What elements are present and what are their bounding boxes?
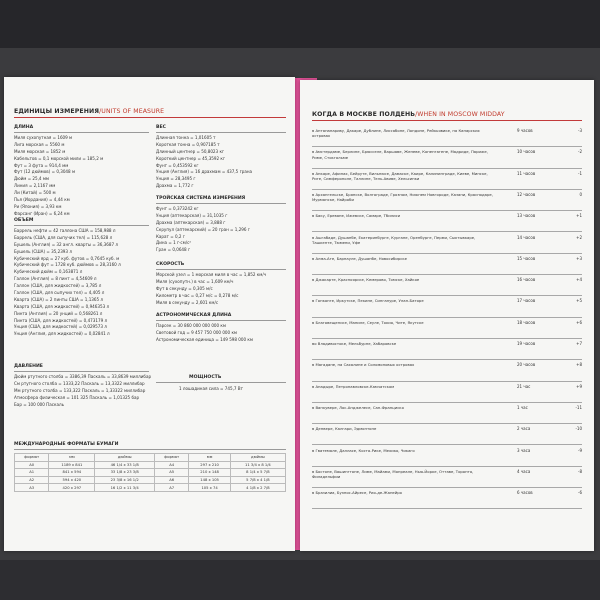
speed-list — [156, 272, 266, 306]
zone-time: 4 часа — [517, 468, 531, 474]
zone-offset: -8 — [578, 468, 582, 474]
paper-cell: 210 x 148 — [189, 469, 230, 477]
title-rule — [312, 120, 582, 121]
zone-divider — [312, 466, 582, 467]
speed-rule — [156, 269, 286, 270]
zone-cities: в Ванкувере, Лос-Анджелесе, Сан-Франциско — [312, 404, 404, 410]
zone-divider — [312, 402, 582, 403]
units-title-en: /UNITS OF MEASURE — [99, 108, 165, 115]
zone-divider — [312, 317, 582, 318]
paper-cell: 105 x 74 — [189, 484, 230, 492]
zone-divider — [312, 381, 582, 382]
zone-cities: в Баку, Ереване, Ижевске, Самаре, Тбилиси — [312, 213, 401, 219]
volume-line: Баррель (США, для сыпучих тел) = 115,628 л — [14, 234, 113, 240]
paper-cell: 1189 x 841 — [49, 461, 95, 469]
volume-line: Кубический фут = 1728 куб. дюймов = 28,3160 л — [14, 262, 121, 268]
astro-line: Астрономическая единица = 149 598 000 км — [156, 336, 253, 342]
paper-header-cell: формат — [15, 454, 49, 462]
list-item — [312, 256, 582, 277]
left-page-title — [14, 108, 164, 115]
zone-offset: +3 — [576, 255, 582, 261]
zone-offset: -6 — [578, 490, 582, 496]
zone-time: 14 часов — [517, 234, 536, 240]
background-top — [0, 0, 600, 48]
speed-line: Миля (сухопутн.) в час = 1,609 км/ч — [156, 278, 234, 284]
zone-time: 11 часов — [517, 170, 536, 176]
list-item — [312, 277, 582, 298]
zone-offset: 0 — [579, 191, 582, 197]
zone-offset: +7 — [576, 341, 582, 346]
zone-divider — [312, 508, 582, 509]
paper-cell: 594 x 420 — [49, 476, 95, 484]
list-item — [312, 384, 582, 405]
paper-cell: A1 — [15, 469, 49, 477]
zone-offset: +8 — [576, 362, 582, 368]
zone-cities: в Гонконге, Иркутске, Пекине, Сингапуре, Улан-Баторе — [312, 298, 424, 304]
zone-time: 16 часов — [517, 277, 536, 283]
zone-time: 9 часов — [517, 128, 533, 133]
list-item — [312, 235, 582, 256]
midday-title-en: /WHEN IN MOSCOW MIDDAY — [415, 111, 505, 118]
paper-cell: 297 x 210 — [189, 461, 230, 469]
pressure-line: См ртутного столба = 1333,22 Паскаль = 13,3322 миллибар — [14, 380, 145, 386]
paper-cell: A2 — [15, 476, 49, 484]
list-item — [312, 469, 582, 490]
length-rule — [14, 132, 149, 133]
zone-offset: +1 — [576, 213, 582, 219]
volume-line: Бушель (США) = 35,2393 л — [14, 248, 72, 254]
power-heading: МОЩНОСТЬ — [189, 375, 222, 380]
zone-divider — [312, 210, 582, 211]
list-item — [312, 426, 582, 447]
pressure-rule — [14, 371, 149, 372]
paper-formats-table — [14, 453, 286, 492]
length-line: Миля морская = 1852 м — [14, 148, 66, 154]
zone-cities: в Ашгабаде, Душанбе, Екатеринбурге, Кургане, Оренбурге, Перми, Сыктывкаре, Ташкенте, Тюмени, Уфе — [312, 234, 476, 245]
volume-line: Баррель нефти = 42 галлона США = 158,988 л — [14, 228, 116, 233]
list-item — [312, 362, 582, 383]
volume-rule — [14, 225, 149, 226]
table-row — [15, 469, 286, 477]
length-line: Лига морская = 5560 м — [14, 141, 65, 147]
zone-divider — [312, 253, 582, 254]
troy-rule — [156, 203, 286, 204]
paper-rule — [14, 449, 286, 450]
astro-line: Парсек = 30 860 000 000 000 км — [156, 323, 226, 328]
volume-line: Унция (Англия, для жидкостей) = 0,02841 л — [14, 331, 110, 337]
zone-offset: +9 — [576, 383, 582, 389]
zone-time: 3 часа — [517, 447, 531, 453]
list-item — [312, 405, 582, 426]
paper-cell: 11 3/4 x 8 1/4 — [230, 461, 285, 469]
zone-offset: -9 — [578, 447, 582, 453]
zone-time: 2 часа — [517, 426, 531, 432]
troy-line: Скрупул (аптекарский) = 20 гран = 1,296 г — [156, 226, 250, 232]
paper-cell: A7 — [154, 484, 188, 492]
zone-cities: в Архангельске, Брянске, Волгограде, Грозном, Нижнем Новгороде, Казани, Краснодаре, Мурманске, Найроби — [312, 191, 493, 203]
weight-rule — [156, 132, 286, 133]
zone-time: 1 час — [517, 404, 528, 410]
paper-cell: 148 x 105 — [189, 476, 230, 484]
paper-cell: 33 1/8 x 23 3/8 — [95, 469, 155, 477]
volume-line: Галлон (Англия) = 8 пинт = 4,54609 л — [14, 276, 97, 282]
speed-heading: СКОРОСТЬ — [156, 262, 185, 267]
length-line: Ри (Япония) = 3,93 км — [14, 203, 62, 209]
zone-cities: в Денвере, Калгари, Эдмонтоне — [312, 426, 377, 432]
zone-divider — [312, 274, 582, 275]
list-item — [312, 490, 582, 511]
pressure-line: Дюйм ртутного столба = 3386,39 Паскаль = 33,8639 миллибар — [14, 374, 152, 379]
right-page-title — [312, 111, 505, 118]
zone-cities: в Магадане, на Сахалине и Соломоновых островах — [312, 362, 415, 368]
zone-divider — [312, 146, 582, 147]
zone-offset: -10 — [575, 426, 582, 432]
list-item — [312, 213, 582, 234]
paper-header-cell: мм — [49, 454, 95, 462]
pressure-line: Бар = 100 000 Паскаль — [14, 401, 65, 407]
weight-line: Унция = 28,3495 г — [156, 176, 196, 182]
volume-line: Кубический дюйм = 0,163871 л — [14, 269, 83, 275]
midday-title: КОГДА В МОСКВЕ ПОЛДЕНЬ — [312, 111, 416, 118]
table-row — [15, 484, 286, 492]
zone-time: 6 часов — [517, 490, 533, 496]
zone-cities: в Бразилиа, Буэнос-Айресе, Рио-де-Жанейро — [312, 490, 402, 496]
zone-time: 18 часов — [517, 319, 536, 325]
zone-time: 10 часов — [517, 149, 536, 155]
paper-cell: 841 x 594 — [49, 469, 95, 477]
power-rule — [156, 382, 286, 383]
speed-line: Миля в секунду = 2,601 км/с — [156, 299, 219, 305]
paper-cell: 46 1/4 x 33 1/8 — [95, 461, 155, 469]
length-line: Дюйм = 25,4 мм — [14, 176, 50, 182]
troy-heading: ТРОЙСКАЯ СИСТЕМА ИЗМЕРЕНИЯ — [156, 196, 246, 201]
zone-divider — [312, 231, 582, 232]
list-item — [312, 448, 582, 469]
table-row — [15, 461, 286, 469]
troy-line: Драхма (аптекарская) = 3,888 г — [156, 219, 226, 225]
zone-cities: в Антананариву, Дакаре, Дублине, Лиссабоне, Лондоне, Рейкьявике, на Канарских островах — [312, 128, 480, 139]
zone-divider — [312, 168, 582, 169]
weight-line: Драхма = 1,772 г — [156, 183, 194, 189]
zone-offset: -11 — [575, 404, 582, 410]
zone-offset: +2 — [576, 234, 582, 240]
length-line: Фарсанг (Иран) = 6,24 км — [14, 210, 70, 216]
zone-offset: -3 — [578, 128, 582, 133]
paper-cell: 16 1/2 x 11 3/4 — [95, 484, 155, 492]
paper-cell: A0 — [15, 461, 49, 469]
table-row — [15, 476, 286, 484]
length-line: Ли (Китай) = 500 м — [14, 190, 56, 196]
astro-heading: АСТРОНОМИЧЕСКАЯ ДЛИНА — [156, 313, 232, 318]
paper-cell: A4 — [154, 461, 188, 469]
pressure-list — [14, 374, 151, 408]
list-item — [312, 298, 582, 319]
zone-cities: в Гватемале, Далласе, Коста-Рике, Мехико, Чикаго — [312, 447, 415, 453]
power-line: 1 лошадиная сила = 745,7 Вт — [179, 386, 244, 391]
length-list — [14, 135, 103, 218]
pressure-line: Атмосфера физическая = 101 325 Паскаль = 1,01325 бар — [14, 394, 140, 400]
paper-cell: 23 3/8 x 16 1/2 — [95, 476, 155, 484]
length-line: Линия = 2,1167 мм — [14, 183, 56, 189]
list-item — [312, 320, 582, 341]
paper-cell: A5 — [154, 469, 188, 477]
weight-line: Длинный центнер = 50,8023 кг — [156, 148, 225, 154]
length-heading: ДЛИНА — [14, 125, 34, 130]
paper-header-cell: дюймы — [95, 454, 155, 462]
zone-divider — [312, 444, 582, 445]
length-line: Фут (12 дюймов) = 0,3048 м — [14, 169, 76, 175]
zone-divider — [312, 295, 582, 296]
zone-time: 15 часов — [517, 255, 536, 261]
volume-list — [14, 228, 121, 338]
speed-line: Фут в секунду = 0,305 м/с — [156, 285, 213, 291]
paper-cell: A3 — [15, 484, 49, 492]
troy-list — [156, 206, 250, 254]
volume-line: Пинта (США, для жидкостей) = 0,473179 л — [14, 317, 108, 323]
troy-line: Унция (аптекарская) = 31,1035 г — [156, 212, 228, 218]
zone-cities: в Анадыре, Петропавловске-Камчатском — [312, 383, 395, 389]
zone-time: 17 часов — [517, 298, 536, 304]
zone-divider — [312, 338, 582, 339]
weight-line: Унция (Англия) = 16 драхмам = 437,5 грана — [156, 169, 253, 175]
speed-line: Морской узел = 1 морская миля в час = 1,852 км/ч — [156, 272, 267, 277]
zone-cities: в Алма-Ате, Барнауле, Душанбе, Новосибирске — [312, 255, 407, 261]
paper-cell: 5 7/8 x 4 1/8 — [230, 476, 285, 484]
title-rule — [14, 117, 286, 118]
paper-cell: 4 1/8 x 2 7/8 — [230, 484, 285, 492]
volume-heading: ОБЪЕМ — [14, 218, 34, 223]
weight-line: Короткий центнер = 45,3592 кг — [156, 155, 226, 161]
volume-line: Унция (США, для жидкостей) = 0,029573 л — [14, 324, 107, 330]
paper-header-cell: дюймы — [230, 454, 285, 462]
background-bottom — [0, 560, 600, 600]
list-item — [312, 149, 582, 170]
zone-time: 12 часов — [517, 191, 536, 197]
troy-line: Гран = 0,0648 г — [156, 247, 191, 253]
pressure-heading: ДАВЛЕНИЕ — [14, 364, 43, 369]
volume-line: Пинта (Англия) = 20 унций = 0,568261 л — [14, 310, 103, 316]
zone-offset: +6 — [576, 319, 582, 325]
zone-divider — [312, 487, 582, 488]
zone-cities: в Джакарте, Красноярске, Кемерово, Томске, Хайкое — [312, 277, 420, 283]
list-item — [312, 192, 582, 213]
zone-cities: во Владивостоке, Мельбурне, Хабаровске — [312, 341, 397, 346]
volume-line: Галлон (США, для сыпучих тел) = 4,405 л — [14, 290, 105, 296]
astro-list — [156, 323, 253, 344]
zone-cities: в Амстердаме, Берлине, Брюсселе, Варшаве, Женеве, Копенгагене, Мадриде, Париже, Риме, Стокгольме — [312, 149, 488, 160]
paper-header-cell: мм — [189, 454, 230, 462]
paper-cell: A6 — [154, 476, 188, 484]
zone-time: 13 часов — [517, 213, 536, 219]
paper-cell: 420 x 297 — [49, 484, 95, 492]
paper-heading: МЕЖДУНАРОДНЫЕ ФОРМАТЫ БУМАГИ — [14, 442, 119, 447]
zone-offset: +4 — [576, 277, 582, 283]
volume-line: Кубический ярд = 27 куб. футов = 0,7645 куб. м — [14, 255, 120, 261]
troy-line: Фунт = 0,373242 кг — [156, 206, 199, 211]
zone-cities: в Благовещенске, Маниле, Сеуле, Токио, Чите, Якутске — [312, 319, 424, 325]
paper-cell: 8 1/4 x 5 7/8 — [230, 469, 285, 477]
troy-line: Карат = 0,2 г — [156, 233, 185, 239]
zone-time: 21 час — [517, 383, 531, 389]
astro-rule — [156, 320, 286, 321]
volume-line: Кварта (США, для жидкостей) = 0,946353 л — [14, 303, 110, 309]
volume-line: Кварта (США) = 2 пинты США = 1,1365 л — [14, 296, 104, 302]
length-line: Кабельтов = 0,1 морской мили = 185,2 м — [14, 155, 104, 161]
units-title: ЕДИНИЦЫ ИЗМЕРЕНИЯ — [14, 108, 100, 115]
left-page — [4, 77, 295, 551]
weight-list — [156, 135, 252, 190]
paper-header-cell: формат — [154, 454, 188, 462]
power-list — [179, 386, 243, 393]
zone-divider — [312, 423, 582, 424]
weight-line: Короткая тонна = 0,907185 т — [156, 141, 220, 147]
zone-divider — [312, 189, 582, 190]
weight-line: Длинная тонна = 1,01605 т — [156, 135, 216, 140]
volume-line: Бушель (Англия) = 32 англ. кварты = 36,3687 л — [14, 241, 118, 247]
astro-line: Световой год = 9 457 750 000 000 км — [156, 329, 238, 335]
zone-divider — [312, 359, 582, 360]
volume-line: Галлон (США, для жидкостей) = 3,785 л — [14, 283, 102, 289]
zone-cities: в Бостоне, Вашингтоне, Лиме, Майами, Монреале, Нью-Йорке, Оттаве, Торонто, Филадельфии — [312, 468, 474, 480]
zone-time: 20 часов — [517, 362, 536, 368]
zone-offset: -1 — [578, 170, 582, 176]
zone-time: 19 часов — [517, 341, 536, 346]
right-page — [300, 80, 594, 551]
length-line: Фут = 3 фута = 914,4 мм — [14, 162, 69, 168]
list-item — [312, 171, 582, 192]
pressure-line: Мм ртутного столба = 133,322 Паскаль = 1,33322 миллибар — [14, 387, 146, 393]
weight-heading: ВЕС — [156, 125, 167, 130]
list-item — [312, 128, 582, 149]
length-line: Миля сухопутная = 1609 м — [14, 135, 73, 140]
speed-line: Километр в час = 0,27 м/с = 0,278 м/с — [156, 292, 239, 298]
zone-cities: в Анкаре, Афинах, Бейруте, Вильнюсе, Дамаске, Каире, Калининграде, Киеве, Минске, Риге, Симферополе, Таллине, Тель-Авиве, Хельсинки — [312, 170, 488, 181]
list-item — [312, 341, 582, 362]
zone-offset: -2 — [578, 149, 582, 155]
length-line: Пья (Иордания) = 4,44 км — [14, 197, 70, 203]
troy-line: Дина = 1 г·см/с² — [156, 240, 192, 246]
weight-line: Фунт = 0,453592 кг — [156, 162, 199, 168]
zone-offset: +5 — [576, 298, 582, 304]
